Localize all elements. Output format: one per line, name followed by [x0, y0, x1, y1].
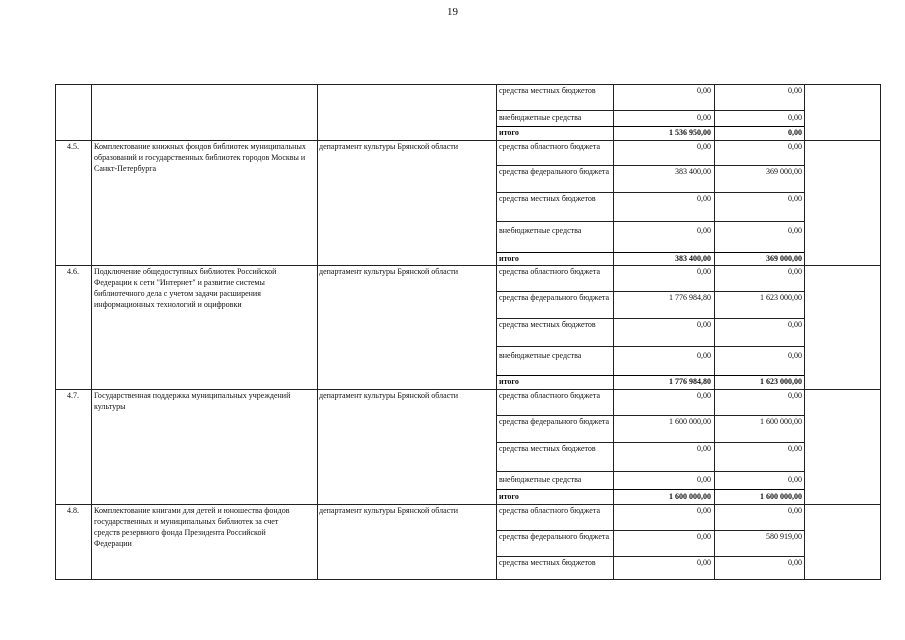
sub-row-line [496, 221, 804, 222]
source-label: средства областного бюджета [499, 506, 600, 515]
amount-value: 0,00 [788, 558, 802, 567]
amount-value: 0,00 [788, 506, 802, 515]
source-label: внебюджетные средства [499, 351, 582, 360]
sub-row-line [496, 471, 804, 472]
amount-total: 1 776 984,80 [669, 377, 711, 386]
amount-total: 1 536 950,00 [669, 128, 711, 137]
amount-value: 0,00 [697, 194, 711, 203]
amount-value: 0,00 [788, 142, 802, 151]
amount-value: 0,00 [697, 475, 711, 484]
item-number: 4.6. [67, 267, 79, 276]
source-label: средства областного бюджета [499, 142, 600, 151]
row-line [55, 579, 881, 580]
amount-value: 1 776 984,80 [669, 293, 711, 302]
amount-value: 0,00 [788, 391, 802, 400]
amount-value: 1 623 000,00 [760, 293, 802, 302]
source-label: внебюджетные средства [499, 113, 582, 122]
amount-total: 383 400,00 [675, 254, 711, 263]
item-executor: департамент культуры Брянской области [319, 391, 459, 400]
amount-value: 1 600 000,00 [760, 417, 802, 426]
amount-value: 383 400,00 [675, 167, 711, 176]
amount-value: 0,00 [697, 444, 711, 453]
amount-total: 1 600 000,00 [669, 492, 711, 501]
amount-value: 1 600 000,00 [669, 417, 711, 426]
amount-total: 1 600 000,00 [760, 492, 802, 501]
source-label-total: итого [499, 254, 519, 263]
source-label-total: итого [499, 377, 519, 386]
amount-value: 0,00 [697, 86, 711, 95]
source-label: средства местных бюджетов [499, 444, 596, 453]
amount-value: 0,00 [788, 351, 802, 360]
source-label: средства федерального бюджета [499, 167, 610, 176]
item-number: 4.5. [67, 142, 79, 151]
item-name: Комплектование книгами для детей и юношества фондов государственных и муниципальных библиотек за счет средств резервного фонда Президента Российской Федерации [94, 506, 290, 548]
item-executor: департамент культуры Брянской области [319, 142, 459, 151]
amount-value: 0,00 [788, 267, 802, 276]
source-label-total: итого [499, 492, 519, 501]
amount-value: 0,00 [788, 194, 802, 203]
sub-row-line [496, 346, 804, 347]
amount-value: 0,00 [788, 475, 802, 484]
sub-row-line [496, 110, 804, 111]
item-name: Подключение общедоступных библиотек Российской Федерации к сети "Интернет" и развитие системы библиотечного дела с учетом задачи расширения информационных технологий и оцифровки [94, 267, 277, 309]
source-label: средства федерального бюджета [499, 532, 610, 541]
source-label-total: итого [499, 128, 519, 137]
amount-total: 1 623 000,00 [760, 377, 802, 386]
program-table [55, 84, 881, 579]
amount-value: 0,00 [697, 142, 711, 151]
amount-value: 0,00 [788, 86, 802, 95]
page-number: 19 [447, 6, 458, 18]
amount-value: 0,00 [788, 113, 802, 122]
item-executor: департамент культуры Брянской области [319, 267, 459, 276]
item-number: 4.8. [67, 506, 79, 515]
amount-value: 0,00 [788, 226, 802, 235]
amount-value: 0,00 [697, 506, 711, 515]
item-executor: департамент культуры Брянской области [319, 506, 459, 515]
item-name: Комплектование книжных фондов библиотек муниципальных образований и государственных библиотек городов Москвы и Санкт-Петербурга [94, 142, 306, 173]
item-number: 4.7. [67, 391, 79, 400]
amount-value: 0,00 [697, 532, 711, 541]
sub-row-line [496, 489, 804, 490]
amount-value: 0,00 [788, 444, 802, 453]
source-label: средства федерального бюджета [499, 417, 610, 426]
source-label: средства областного бюджета [499, 391, 600, 400]
source-label: средства местных бюджетов [499, 86, 596, 95]
amount-value: 580 919,00 [766, 532, 802, 541]
source-label: средства местных бюджетов [499, 558, 596, 567]
source-label: внебюджетные средства [499, 226, 582, 235]
source-label: внебюджетные средства [499, 475, 582, 484]
amount-value: 0,00 [697, 113, 711, 122]
source-label: средства местных бюджетов [499, 194, 596, 203]
source-label: средства областного бюджета [499, 267, 600, 276]
amount-value: 0,00 [697, 351, 711, 360]
amount-total: 369 000,00 [766, 254, 802, 263]
amount-value: 0,00 [697, 391, 711, 400]
amount-total: 0,00 [788, 128, 802, 137]
amount-value: 0,00 [697, 267, 711, 276]
amount-value: 0,00 [697, 320, 711, 329]
amount-value: 0,00 [788, 320, 802, 329]
amount-value: 0,00 [697, 226, 711, 235]
amount-value: 369 000,00 [766, 167, 802, 176]
source-label: средства федерального бюджета [499, 293, 610, 302]
source-label: средства местных бюджетов [499, 320, 596, 329]
amount-value: 0,00 [697, 558, 711, 567]
item-name: Государственная поддержка муниципальных учреждений культуры [94, 391, 291, 411]
